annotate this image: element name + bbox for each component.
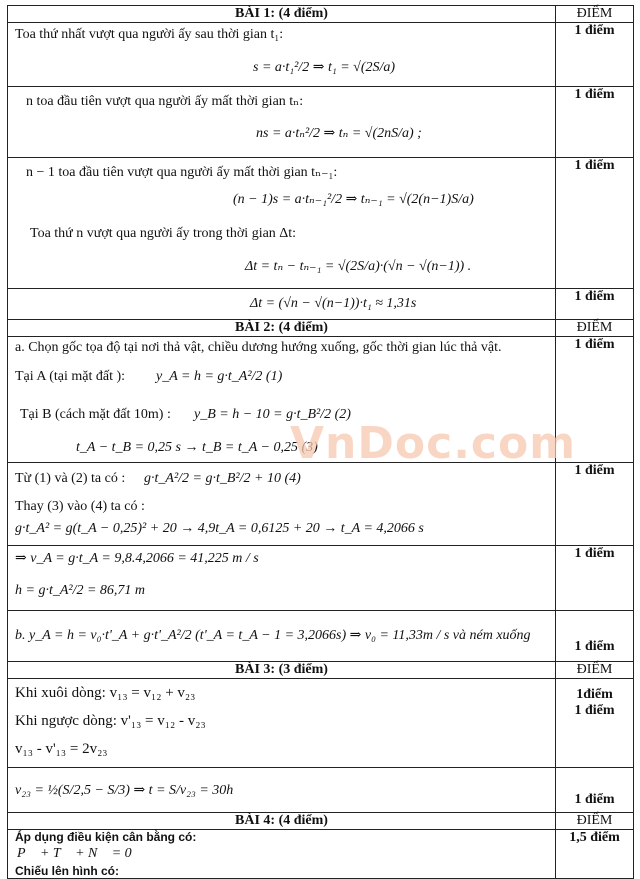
bai1-r3-equation-1: (n − 1)s = a·tₙ₋₁²/2 ⇒ tₙ₋₁ = √(2(n−1)S/a) — [233, 192, 474, 207]
score-header: ĐIỂM — [556, 320, 634, 337]
bai2-r2-label-2: Thay (3) vào (4) ta có : — [15, 499, 145, 514]
bai2-r1-equation-3: t_A − t_B = 0,25 s → t_B = t_A − 0,25 (3) — [76, 440, 318, 455]
bai4-r1-score: 1,5 điểm — [556, 830, 634, 879]
score-header: ĐIỂM — [556, 813, 634, 830]
bai3-r2-score: 1 điểm — [556, 768, 634, 813]
score-header: ĐIỂM — [556, 662, 634, 679]
bai1-title: BÀI 1: (4 điểm) — [8, 6, 556, 23]
bai2-r3-equation-2: h = g·t_A²/2 = 86,71 m — [15, 583, 146, 598]
bai1-r1-text: Toa thứ nhất vượt qua người ấy sau thời gian t₁: — [15, 27, 284, 42]
bai3-r1-score-1: 1điểm — [576, 687, 613, 702]
bai3-r1-line-3: v₁₃ - v'₁₃ = 2v₂₃ — [15, 741, 108, 757]
bai2-header-row — [8, 320, 634, 337]
bai2-r1-text: a. Chọn gốc tọa độ tại nơi thả vật, chiều dương hướng xuống, gốc thời gian lúc thả vật. — [15, 340, 502, 355]
bai2-r4-equation: b. y_A = h = v₀·t'_A + g·t'_A²/2 (t'_A = t_A − 1 = 3,2066s) ⇒ v₀ = 11,33m / s và ném xuống — [15, 628, 531, 643]
bai1-r4-equation: Δt = (√n − √(n−1))·t₁ ≈ 1,31s — [250, 296, 417, 311]
bai2-r2-equation-1: g·t_A²/2 = g·t_B²/2 + 10 (4) — [144, 471, 301, 486]
bai2-r2-equation-2: g·t_A² = g(t_A − 0,25)² + 20 → 4,9t_A = 0,6125 + 20 → t_A = 4,2066 s — [15, 521, 424, 536]
bai2-row-2 — [8, 463, 634, 546]
bai2-r1-score: 1 điểm — [556, 337, 634, 463]
bai3-r1-line-1: Khi xuôi dòng: v₁₃ = v₁₂ + v₂₃ — [15, 685, 196, 701]
bai4-r1-line-1: Áp dụng điều kiện cân bằng có: — [15, 830, 197, 844]
bai2-r1-equation-1: y_A = h = g·t_A²/2 (1) — [156, 369, 283, 384]
bai1-header-row — [8, 6, 634, 23]
bai3-r2-equation: v₂₃ = ½(S/2,5 − S/3) ⇒ t = S/v₂₃ = 30h — [15, 783, 234, 798]
bai2-r3-equation-1: ⇒ v_A = g·t_A = 9,8.4,2066 = 41,225 m / s — [15, 551, 259, 566]
bai4-header-row — [8, 813, 634, 830]
bai1-row-1 — [8, 23, 634, 87]
bai4-row-1 — [8, 830, 634, 879]
bai3-r1-score-2: 1 điểm — [574, 703, 615, 718]
bai3-title: BÀI 3: (3 điểm) — [8, 662, 556, 679]
bai1-r1-equation: s = a·t₁²/2 ⇒ t₁ = √(2S/a) — [253, 60, 396, 75]
bai2-row-4 — [8, 611, 634, 662]
bai1-r3-text-2: Toa thứ n vượt qua người ấy trong thời gian Δt: — [30, 226, 297, 241]
bai4-r1-line-2: P⃗ + T⃗ + N⃗ = 0⃗ — [17, 846, 143, 861]
bai3-header-row — [8, 662, 634, 679]
bai3-row-1 — [8, 679, 634, 768]
bai1-row-3 — [8, 158, 634, 289]
watermark-logo: VnDoc.com — [290, 418, 577, 469]
bai1-r2-text: n toa đầu tiên vượt qua người ấy mất thời gian tₙ: — [26, 94, 304, 109]
bai1-r3-text: n − 1 toa đầu tiên vượt qua người ấy mất thời gian tₙ₋₁: — [26, 165, 338, 180]
score-header: ĐIỂM — [556, 6, 634, 23]
bai4-title: BÀI 4: (4 điểm) — [8, 813, 556, 830]
bai3-row-2 — [8, 768, 634, 813]
bai2-r1-label-1: Tại A (tại mặt đất ): — [15, 369, 126, 384]
bai4-r1-line-3: Chiếu lên hình có: — [15, 864, 119, 878]
bai1-r2-score: 1 điểm — [556, 87, 634, 158]
bai1-row-2 — [8, 87, 634, 158]
bai2-r1-equation-2: y_B = h − 10 = g·t_B²/2 (2) — [194, 407, 351, 422]
bai3-r1-score-cell — [556, 679, 634, 768]
bai2-title: BÀI 2: (4 điểm) — [8, 320, 556, 337]
bai2-r1-label-2: Tại B (cách mặt đất 10m) : — [20, 407, 171, 422]
bai1-r3-equation-2: Δt = tₙ − tₙ₋₁ = √(2S/a)·(√n − √(n−1)) . — [245, 259, 472, 274]
bai1-r4-score: 1 điểm — [556, 289, 634, 320]
bai1-r3-score: 1 điểm — [556, 158, 634, 289]
bai2-r2-score: 1 điểm — [556, 463, 634, 546]
bai2-r3-score: 1 điểm — [556, 546, 634, 611]
bai2-r2-label-1: Từ (1) và (2) ta có : — [15, 471, 126, 486]
bai1-r2-equation: ns = a·tₙ²/2 ⇒ tₙ = √(2nS/a) ; — [256, 126, 422, 141]
bai1-row-4 — [8, 289, 634, 320]
bai2-row-3 — [8, 546, 634, 611]
bai2-r4-score: 1 điểm — [556, 611, 634, 662]
bai3-r1-line-2: Khi ngược dòng: v'₁₃ = v₁₂ - v₂₃ — [15, 713, 206, 729]
bai1-r1-score: 1 điểm — [556, 23, 634, 87]
